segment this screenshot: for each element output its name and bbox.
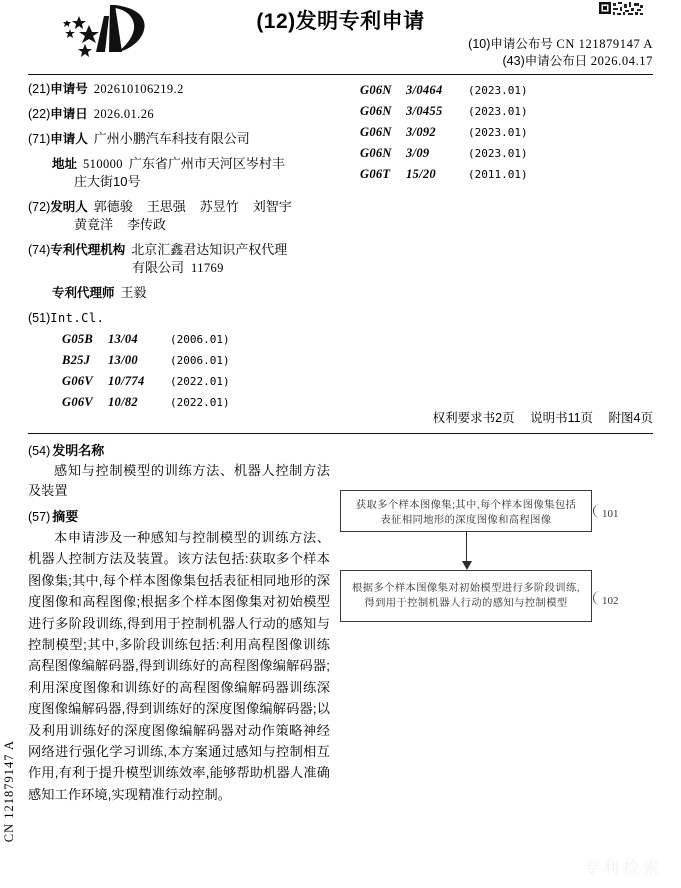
inventors-code: (72) [28, 200, 51, 214]
ipc-entry [28, 371, 358, 392]
claims-page-count: 权利要求书2页 [432, 411, 515, 425]
publication-date-code: (43) [502, 54, 525, 68]
ipc-code: (51) [28, 311, 51, 325]
application-date-label: 申请日 [50, 107, 88, 121]
step-number-101: 101 [602, 508, 619, 520]
header-divider [28, 74, 653, 75]
field-address-continued [28, 173, 358, 191]
applicant-code: (71) [28, 132, 51, 146]
abstract-label: 摘要 [52, 509, 79, 524]
address-label: 地址 [52, 157, 78, 171]
abstract-section [0, 440, 681, 888]
qr-code-icon [599, 2, 645, 26]
page-header [0, 0, 681, 68]
agency-name-line-2: 有限公司 [132, 260, 185, 275]
applicant-value: 广州小鹏汽车科技有限公司 [93, 131, 250, 146]
publication-date-label: 申请公布日 [524, 54, 588, 68]
publication-number-label: 申请公布号 [490, 37, 553, 51]
ipc-edition: (2006.01) [170, 333, 230, 346]
ipc-class: G06N [360, 83, 392, 97]
ipc-class: G06V [62, 374, 94, 388]
abstract-divider [28, 433, 653, 434]
inventor-name: 李传政 [127, 217, 167, 232]
ipc-class: G05B [62, 332, 94, 346]
agency-name-line-1: 北京汇鑫君达知识产权代理 [131, 242, 288, 257]
ipc-group: 3/0464 [406, 83, 443, 97]
ipc-group: 3/0455 [406, 104, 443, 118]
address-line-1: 广东省广州市天河区岑村丰 [128, 156, 285, 171]
ipc-edition: (2023.01) [468, 147, 528, 160]
drawings-page-count: 附图4页 [608, 411, 653, 425]
inventors-label: 发明人 [50, 200, 88, 214]
publication-number-value: CN 121879147 A [556, 37, 653, 51]
bibliographic-section [0, 80, 681, 430]
page-watermark: 专利检索 [582, 860, 663, 877]
field-inventors [28, 198, 358, 216]
abstract-column [28, 440, 330, 805]
inventor-names-row-1 [94, 198, 306, 216]
application-number-value: 202610106219.2 [93, 82, 184, 96]
ipc-group: 15/20 [406, 167, 436, 181]
abstract-heading [28, 506, 330, 525]
agency-label: 专利代理机构 [50, 243, 126, 257]
ipc-entry [28, 350, 358, 371]
ipc-class: G06N [360, 104, 392, 118]
side-publication-identifier: CN 121879147 A [2, 739, 16, 842]
ipc-entry [360, 164, 660, 185]
agency-registration-number: 11769 [191, 261, 224, 275]
biblio-right-column [360, 80, 660, 185]
ipc-entry [28, 392, 358, 413]
ipc-group: 3/09 [406, 146, 430, 160]
ipc-entry [360, 80, 660, 101]
ipc-class: B25J [62, 353, 91, 367]
address-postcode: 510000 [83, 157, 123, 171]
ipc-group: 3/092 [406, 125, 436, 139]
ipc-edition: (2006.01) [170, 354, 230, 367]
inventor-name: 王思强 [146, 199, 186, 214]
invention-title-code: (54) [28, 444, 51, 458]
ipc-edition: (2011.01) [468, 168, 528, 181]
flow-step-102-line-1: 根据多个样本图像集对初始模型进行多阶段训练, [352, 583, 580, 594]
doc-type-code: (12) [256, 10, 296, 33]
application-number-code: (21) [28, 82, 51, 96]
ipc-class: G06T [360, 167, 391, 181]
application-number-label: 申请号 [50, 82, 88, 96]
field-ipc [28, 309, 358, 327]
application-date-value: 2026.01.26 [93, 107, 154, 121]
publication-meta [353, 36, 653, 70]
ipc-label: Int.Cl. [50, 311, 105, 325]
agent-value: 王毅 [120, 285, 147, 300]
flow-connector [340, 532, 592, 570]
step-number-102: 102 [602, 595, 619, 607]
ipc-edition: (2023.01) [468, 126, 528, 139]
doc-type-title: 发明专利申请 [295, 10, 425, 33]
inventor-name: 苏昱竹 [199, 199, 239, 214]
page-counts [421, 408, 653, 426]
ipc-edition: (2023.01) [468, 84, 528, 97]
description-page-count: 说明书11页 [530, 411, 594, 425]
field-agent [28, 284, 358, 302]
invention-title-label: 发明名称 [52, 443, 105, 458]
field-applicant [28, 130, 358, 148]
abstract-code: (57) [28, 510, 51, 524]
ipc-entry [360, 143, 660, 164]
publication-number-line [353, 36, 653, 53]
arrow-down-icon [466, 532, 467, 562]
agent-label: 专利代理师 [52, 286, 115, 300]
abstract-body-text: 本申请涉及一种感知与控制模型的训练方法、机器人控制方法及装置。该方法包括:获取多个样本图像集;其中,每个样本图像集包括表征相同地形的深度图像和高程图像;根据多个样本图像集对初始模型进行多阶段训练,得到用于控制机器人行动的感知与控制模型;其中,多阶段训练包括:利用高程图像训练高程图像编解码器,得到训练好的高程图像编解码器;利用深度图像和训练好的高程图像编解码器训练深度图像编解码器,得到训练好的深度图像编解码器;以及利用训练好的深度图像编解码器对动作策略神经网络进行强化学习训练,本方案通过感知与控制相互作用,有利于提升模型训练效率,能够帮助机器人准确感知工作环境,实现精准行动控制。 [28, 530, 330, 802]
inventor-name: 黄竟洋 [74, 217, 114, 232]
flow-step-box-102 [340, 570, 592, 622]
ipc-entry [360, 101, 660, 122]
field-agency-continued [28, 259, 358, 277]
publication-date-value: 2026.04.17 [590, 54, 653, 68]
ipc-class: G06N [360, 146, 392, 160]
page-title [0, 5, 681, 35]
field-address [28, 155, 358, 173]
ipc-entry [28, 329, 358, 350]
field-application-number [28, 80, 358, 98]
flow-step-102-line-2: 得到用于控制机器人行动的感知与控制模型 [364, 598, 568, 609]
flow-step-101-line-1: 获取多个样本图像集;其中,每个样本图像集包括 [355, 500, 577, 511]
ipc-edition: (2023.01) [468, 105, 528, 118]
agency-code-label: (74) [28, 243, 51, 257]
field-inventors-continued [28, 216, 358, 234]
applicant-label: 申请人 [50, 132, 88, 146]
abstract-figure [340, 490, 660, 622]
inventor-names-row-2 [74, 216, 180, 234]
ipc-class: G06N [360, 125, 392, 139]
field-application-date [28, 105, 358, 123]
ipc-edition: (2022.01) [170, 375, 230, 388]
invention-title-heading [28, 440, 330, 459]
invention-title-text: 感知与控制模型的训练方法、机器人控制方法及装置 [28, 463, 330, 498]
ipc-group: 10/82 [108, 395, 138, 409]
ipc-group: 13/04 [108, 332, 138, 346]
biblio-left-column [28, 80, 358, 413]
publication-date-line [353, 53, 653, 70]
ipc-class: G06V [62, 395, 94, 409]
flow-step-box-101 [340, 490, 592, 532]
ipc-group: 13/00 [108, 353, 138, 367]
address-line-2: 庄大街10号 [74, 174, 141, 189]
ipc-entry [360, 122, 660, 143]
inventor-name: 郭德骏 [93, 199, 133, 214]
application-date-code: (22) [28, 107, 51, 121]
ipc-list-right [360, 80, 660, 185]
field-agency [28, 241, 358, 259]
ipc-edition: (2022.01) [170, 396, 230, 409]
flow-step-101-line-2: 表征相同地形的深度图像和高程图像 [380, 515, 552, 526]
ipc-list-left [28, 329, 358, 413]
publication-number-code: (10) [468, 37, 491, 51]
inventor-name: 刘智宇 [252, 199, 292, 214]
ipc-group: 10/774 [108, 374, 145, 388]
